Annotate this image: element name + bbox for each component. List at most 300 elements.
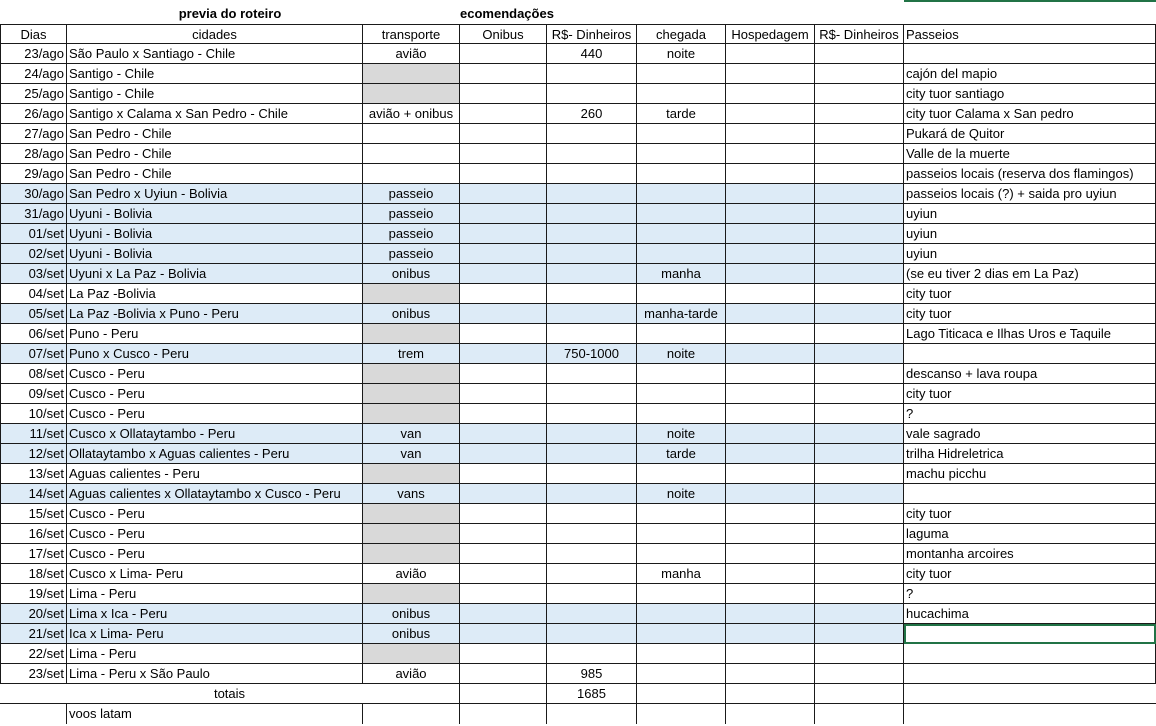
cell-chegada[interactable] [637,504,726,524]
header-cidade[interactable]: cidades [67,24,363,44]
cell-hospedagem[interactable] [726,624,815,644]
cell-passeio[interactable]: montanha arcoires [904,544,1156,564]
cell-dinheiro2[interactable] [815,604,904,624]
cell-passeio[interactable]: city tuor [904,304,1156,324]
cell-passeio[interactable]: machu picchu [904,464,1156,484]
cell-cidade[interactable]: Cusco x Ollataytambo - Peru [67,424,363,444]
cell-chegada[interactable] [637,204,726,224]
note-dinheiro2-cell[interactable] [815,704,904,724]
note-hosp-cell[interactable] [726,704,815,724]
cell-hospedagem[interactable] [726,664,815,684]
cell-dinheiro2[interactable] [815,284,904,304]
cell-dinheiro2[interactable] [815,584,904,604]
cell-dia[interactable]: 13/set [0,464,67,484]
cell-onibus[interactable] [460,544,547,564]
cell-onibus[interactable] [460,284,547,304]
cell-dia[interactable]: 26/ago [0,104,67,124]
cell-transporte[interactable] [363,464,460,484]
cell-transporte[interactable] [363,404,460,424]
cell-dinheiro[interactable] [547,464,637,484]
cell-chegada[interactable] [637,84,726,104]
cell-dinheiro[interactable] [547,564,637,584]
cell-dinheiro[interactable] [547,84,637,104]
cell-onibus[interactable] [460,664,547,684]
cell-onibus[interactable] [460,304,547,324]
cell-chegada[interactable]: manha [637,564,726,584]
cell-passeio[interactable]: Pukará de Quitor [904,124,1156,144]
cell-chegada[interactable] [637,364,726,384]
cell-dinheiro2[interactable] [815,544,904,564]
cell-dia[interactable]: 23/ago [0,44,67,64]
cell-hospedagem[interactable] [726,424,815,444]
cell-hospedagem[interactable] [726,244,815,264]
cell-dinheiro2[interactable] [815,304,904,324]
cell-dia[interactable]: 30/ago [0,184,67,204]
cell-onibus[interactable] [460,204,547,224]
header-hospedagem[interactable]: Hospedagem [726,24,815,44]
cell-hospedagem[interactable] [726,144,815,164]
cell-transporte[interactable] [363,124,460,144]
cell-hospedagem[interactable] [726,404,815,424]
cell-onibus[interactable] [460,424,547,444]
cell-hospedagem[interactable] [726,604,815,624]
cell-cidade[interactable]: San Pedro - Chile [67,124,363,144]
totals-passeio[interactable] [904,684,1156,704]
cell-onibus[interactable] [460,484,547,504]
cell-onibus[interactable] [460,224,547,244]
cell-dinheiro[interactable] [547,244,637,264]
note-blank-cell[interactable] [0,704,67,724]
cell-chegada[interactable] [637,544,726,564]
totals-label[interactable]: totais [0,684,460,704]
cell-transporte[interactable] [363,504,460,524]
cell-dinheiro[interactable] [547,644,637,664]
cell-onibus[interactable] [460,384,547,404]
cell-dia[interactable]: 05/set [0,304,67,324]
cell-dia[interactable]: 12/set [0,444,67,464]
cell-dinheiro2[interactable] [815,504,904,524]
cell-dia[interactable]: 14/set [0,484,67,504]
cell-cidade[interactable]: La Paz -Bolivia [67,284,363,304]
cell-transporte[interactable]: trem [363,344,460,364]
cell-onibus[interactable] [460,524,547,544]
cell-transporte[interactable] [363,284,460,304]
cell-dinheiro2[interactable] [815,564,904,584]
cell-dia[interactable]: 25/ago [0,84,67,104]
cell-dinheiro2[interactable] [815,444,904,464]
cell-dinheiro[interactable] [547,484,637,504]
cell-transporte[interactable]: onibus [363,304,460,324]
cell-chegada[interactable]: noite [637,344,726,364]
cell-dinheiro[interactable]: 440 [547,44,637,64]
cell-hospedagem[interactable] [726,504,815,524]
cell-chegada[interactable] [637,584,726,604]
cell-dia[interactable]: 28/ago [0,144,67,164]
cell-dia[interactable]: 06/set [0,324,67,344]
header-dinheiro2[interactable]: R$- Dinheiros [815,24,904,44]
cell-onibus[interactable] [460,364,547,384]
note-voos[interactable]: voos latam [67,704,363,724]
cell-transporte[interactable]: passeio [363,184,460,204]
cell-onibus[interactable] [460,104,547,124]
cell-transporte[interactable]: avião [363,44,460,64]
cell-hospedagem[interactable] [726,184,815,204]
cell-cidade[interactable]: Lima - Peru [67,584,363,604]
cell-passeio[interactable]: Lago Titicaca e Ilhas Uros e Taquile [904,324,1156,344]
cell-passeio[interactable]: passeios locais (reserva dos flamingos) [904,164,1156,184]
cell-cidade[interactable]: San Pedro x Uyiun - Bolivia [67,184,363,204]
cell-passeio[interactable]: (se eu tiver 2 dias em La Paz) [904,264,1156,284]
cell-dinheiro[interactable] [547,164,637,184]
cell-transporte[interactable]: onibus [363,624,460,644]
cell-onibus[interactable] [460,264,547,284]
cell-hospedagem[interactable] [726,84,815,104]
cell-chegada[interactable] [637,284,726,304]
cell-dia[interactable]: 22/set [0,644,67,664]
cell-passeio[interactable] [904,484,1156,504]
cell-dinheiro2[interactable] [815,84,904,104]
note-onibus-cell[interactable] [460,704,547,724]
cell-dinheiro[interactable] [547,624,637,644]
cell-cidade[interactable]: Cusco - Peru [67,384,363,404]
cell-dinheiro2[interactable] [815,484,904,504]
cell-dinheiro2[interactable] [815,64,904,84]
cell-cidade[interactable]: Cusco - Peru [67,524,363,544]
cell-hospedagem[interactable] [726,44,815,64]
cell-dinheiro[interactable] [547,404,637,424]
cell-dia[interactable]: 16/set [0,524,67,544]
cell-dia[interactable]: 08/set [0,364,67,384]
cell-dinheiro2[interactable] [815,124,904,144]
cell-chegada[interactable]: noite [637,484,726,504]
cell-passeio[interactable]: city tuor [904,284,1156,304]
cell-dia[interactable]: 01/set [0,224,67,244]
cell-dinheiro2[interactable] [815,644,904,664]
cell-onibus[interactable] [460,184,547,204]
cell-dia[interactable]: 10/set [0,404,67,424]
cell-hospedagem[interactable] [726,364,815,384]
cell-passeio[interactable]: city tuor [904,504,1156,524]
cell-passeio[interactable]: Valle de la muerte [904,144,1156,164]
cell-dinheiro[interactable] [547,224,637,244]
cell-passeio[interactable]: city tuor [904,384,1156,404]
cell-passeio[interactable]: hucachima [904,604,1156,624]
cell-onibus[interactable] [460,84,547,104]
cell-cidade[interactable]: San Pedro - Chile [67,164,363,184]
cell-transporte[interactable] [363,64,460,84]
cell-dinheiro2[interactable] [815,324,904,344]
cell-dia[interactable]: 19/set [0,584,67,604]
cell-dia[interactable]: 21/set [0,624,67,644]
cell-dia[interactable]: 07/set [0,344,67,364]
cell-dinheiro2[interactable] [815,44,904,64]
totals-hosp[interactable] [726,684,815,704]
cell-transporte[interactable]: passeio [363,244,460,264]
cell-cidade[interactable]: Uyuni - Bolivia [67,244,363,264]
cell-dia[interactable]: 29/ago [0,164,67,184]
cell-transporte[interactable] [363,364,460,384]
cell-onibus[interactable] [460,644,547,664]
cell-cidade[interactable]: San Pedro - Chile [67,144,363,164]
cell-dinheiro2[interactable] [815,524,904,544]
cell-cidade[interactable]: Cusco - Peru [67,404,363,424]
header-passeio[interactable]: Passeios [904,24,1156,44]
cell-hospedagem[interactable] [726,584,815,604]
cell-hospedagem[interactable] [726,324,815,344]
cell-dinheiro[interactable]: 750-1000 [547,344,637,364]
cell-chegada[interactable] [637,224,726,244]
cell-cidade[interactable]: Lima - Peru [67,644,363,664]
cell-chegada[interactable]: manha [637,264,726,284]
cell-transporte[interactable] [363,84,460,104]
cell-dinheiro2[interactable] [815,624,904,644]
cell-cidade[interactable]: Lima - Peru x São Paulo [67,664,363,684]
cell-dinheiro[interactable] [547,604,637,624]
cell-chegada[interactable] [637,184,726,204]
cell-transporte[interactable] [363,644,460,664]
cell-onibus[interactable] [460,64,547,84]
cell-dia[interactable]: 03/set [0,264,67,284]
cell-chegada[interactable] [637,464,726,484]
cell-hospedagem[interactable] [726,304,815,324]
cell-dia[interactable]: 15/set [0,504,67,524]
cell-dinheiro2[interactable] [815,244,904,264]
cell-dinheiro2[interactable] [815,164,904,184]
cell-passeio[interactable] [904,344,1156,364]
cell-cidade[interactable]: São Paulo x Santiago - Chile [67,44,363,64]
cell-passeio[interactable]: uyiun [904,224,1156,244]
cell-chegada[interactable]: noite [637,44,726,64]
cell-passeio[interactable]: passeios locais (?) + saida pro uyiun [904,184,1156,204]
cell-chegada[interactable] [637,624,726,644]
cell-cidade[interactable]: Cusco - Peru [67,364,363,384]
cell-onibus[interactable] [460,144,547,164]
cell-transporte[interactable] [363,324,460,344]
cell-passeio[interactable]: cajón del mapio [904,64,1156,84]
cell-dinheiro2[interactable] [815,404,904,424]
cell-dinheiro2[interactable] [815,664,904,684]
cell-cidade[interactable]: Cusco - Peru [67,544,363,564]
cell-dia[interactable]: 27/ago [0,124,67,144]
cell-dinheiro[interactable] [547,524,637,544]
cell-dinheiro[interactable] [547,204,637,224]
cell-passeio[interactable] [904,44,1156,64]
cell-hospedagem[interactable] [726,204,815,224]
cell-onibus[interactable] [460,624,547,644]
cell-dinheiro[interactable] [547,444,637,464]
cell-hospedagem[interactable] [726,444,815,464]
cell-cidade[interactable]: Santigo - Chile [67,84,363,104]
cell-transporte[interactable]: avião [363,564,460,584]
cell-chegada[interactable]: manha-tarde [637,304,726,324]
cell-passeio[interactable]: city tuor santiago [904,84,1156,104]
cell-transporte[interactable]: passeio [363,224,460,244]
cell-chegada[interactable] [637,664,726,684]
cell-dinheiro2[interactable] [815,364,904,384]
cell-dinheiro2[interactable] [815,144,904,164]
cell-dia[interactable]: 31/ago [0,204,67,224]
cell-cidade[interactable]: Ollataytambo x Aguas calientes - Peru [67,444,363,464]
cell-hospedagem[interactable] [726,164,815,184]
cell-chegada[interactable] [637,244,726,264]
cell-transporte[interactable]: avião [363,664,460,684]
cell-onibus[interactable] [460,404,547,424]
cell-dinheiro2[interactable] [815,204,904,224]
cell-dinheiro[interactable] [547,184,637,204]
cell-hospedagem[interactable] [726,384,815,404]
cell-onibus[interactable] [460,444,547,464]
cell-passeio[interactable] [904,624,1156,644]
cell-dia[interactable]: 18/set [0,564,67,584]
cell-cidade[interactable]: Puno - Peru [67,324,363,344]
cell-transporte[interactable]: onibus [363,604,460,624]
cell-hospedagem[interactable] [726,264,815,284]
cell-cidade[interactable]: Santigo - Chile [67,64,363,84]
cell-dia[interactable]: 09/set [0,384,67,404]
cell-dia[interactable]: 24/ago [0,64,67,84]
cell-passeio[interactable]: uyiun [904,244,1156,264]
cell-dinheiro2[interactable] [815,104,904,124]
cell-passeio[interactable]: descanso + lava roupa [904,364,1156,384]
cell-cidade[interactable]: Uyuni - Bolivia [67,204,363,224]
cell-cidade[interactable]: Aguas calientes x Ollataytambo x Cusco - Peru [67,484,363,504]
cell-dinheiro[interactable] [547,504,637,524]
header-dinheiro[interactable]: R$- Dinheiros [547,24,637,44]
title-recomendacoes[interactable]: ecomendações [460,6,554,21]
totals-dinheiro2[interactable] [815,684,904,704]
cell-chegada[interactable]: noite [637,424,726,444]
cell-passeio[interactable]: laguma [904,524,1156,544]
cell-cidade[interactable]: Puno x Cusco - Peru [67,344,363,364]
header-onibus[interactable]: Onibus [460,24,547,44]
cell-dinheiro2[interactable] [815,344,904,364]
cell-transporte[interactable] [363,384,460,404]
cell-chegada[interactable] [637,124,726,144]
cell-cidade[interactable]: La Paz -Bolivia x Puno - Peru [67,304,363,324]
cell-onibus[interactable] [460,44,547,64]
cell-passeio[interactable]: city tuor [904,564,1156,584]
cell-dinheiro[interactable]: 985 [547,664,637,684]
cell-hospedagem[interactable] [726,524,815,544]
cell-onibus[interactable] [460,124,547,144]
cell-hospedagem[interactable] [726,284,815,304]
cell-hospedagem[interactable] [726,644,815,664]
cell-hospedagem[interactable] [726,64,815,84]
cell-dia[interactable]: 04/set [0,284,67,304]
cell-cidade[interactable]: Santigo x Calama x San Pedro - Chile [67,104,363,124]
cell-hospedagem[interactable] [726,464,815,484]
title-previa[interactable]: previa do roteiro [178,6,282,21]
cell-onibus[interactable] [460,344,547,364]
cell-dinheiro2[interactable] [815,384,904,404]
cell-dinheiro[interactable] [547,124,637,144]
cell-cidade[interactable]: Cusco x Lima- Peru [67,564,363,584]
cell-onibus[interactable] [460,324,547,344]
cell-chegada[interactable] [637,164,726,184]
cell-dinheiro[interactable] [547,144,637,164]
cell-dinheiro2[interactable] [815,264,904,284]
cell-dinheiro2[interactable] [815,424,904,444]
cell-passeio[interactable] [904,644,1156,664]
cell-dia[interactable]: 23/set [0,664,67,684]
cell-dia[interactable]: 17/set [0,544,67,564]
header-dia[interactable]: Dias [0,24,67,44]
cell-hospedagem[interactable] [726,224,815,244]
cell-chegada[interactable] [637,604,726,624]
totals-dinheiro[interactable]: 1685 [547,684,637,704]
cell-transporte[interactable] [363,164,460,184]
cell-hospedagem[interactable] [726,104,815,124]
cell-chegada[interactable]: tarde [637,104,726,124]
cell-transporte[interactable]: passeio [363,204,460,224]
totals-chegada[interactable] [637,684,726,704]
cell-cidade[interactable]: Lima x Ica - Peru [67,604,363,624]
cell-passeio[interactable]: city tuor Calama x San pedro [904,104,1156,124]
cell-transporte[interactable] [363,144,460,164]
cell-chegada[interactable] [637,404,726,424]
cell-dinheiro[interactable] [547,284,637,304]
cell-cidade[interactable]: Uyuni - Bolivia [67,224,363,244]
cell-transporte[interactable]: avião + onibus [363,104,460,124]
cell-cidade[interactable]: Ica x Lima- Peru [67,624,363,644]
cell-onibus[interactable] [460,164,547,184]
cell-hospedagem[interactable] [726,344,815,364]
cell-transporte[interactable] [363,524,460,544]
cell-dinheiro[interactable] [547,544,637,564]
cell-onibus[interactable] [460,604,547,624]
cell-chegada[interactable] [637,644,726,664]
cell-transporte[interactable]: vans [363,484,460,504]
cell-passeio[interactable] [904,664,1156,684]
cell-cidade[interactable]: Aguas calientes - Peru [67,464,363,484]
note-chegada-cell[interactable] [637,704,726,724]
cell-dinheiro[interactable] [547,424,637,444]
cell-onibus[interactable] [460,244,547,264]
cell-dinheiro[interactable] [547,64,637,84]
cell-dinheiro2[interactable] [815,224,904,244]
cell-dinheiro[interactable] [547,264,637,284]
cell-hospedagem[interactable] [726,564,815,584]
cell-hospedagem[interactable] [726,484,815,504]
cell-dinheiro[interactable] [547,364,637,384]
cell-cidade[interactable]: Uyuni x La Paz - Bolivia [67,264,363,284]
cell-dia[interactable]: 20/set [0,604,67,624]
cell-dia[interactable]: 02/set [0,244,67,264]
cell-transporte[interactable]: onibus [363,264,460,284]
cell-chegada[interactable] [637,324,726,344]
cell-cidade[interactable]: Cusco - Peru [67,504,363,524]
cell-dinheiro2[interactable] [815,184,904,204]
totals-onibus[interactable] [460,684,547,704]
cell-dia[interactable]: 11/set [0,424,67,444]
cell-dinheiro[interactable] [547,304,637,324]
cell-transporte[interactable]: van [363,424,460,444]
cell-onibus[interactable] [460,464,547,484]
cell-transporte[interactable]: van [363,444,460,464]
cell-dinheiro[interactable] [547,584,637,604]
header-transporte[interactable]: transporte [363,24,460,44]
cell-chegada[interactable] [637,144,726,164]
cell-passeio[interactable]: ? [904,404,1156,424]
cell-chegada[interactable]: tarde [637,444,726,464]
cell-dinheiro[interactable] [547,384,637,404]
cell-hospedagem[interactable] [726,544,815,564]
cell-transporte[interactable] [363,584,460,604]
cell-chegada[interactable] [637,384,726,404]
cell-onibus[interactable] [460,504,547,524]
cell-hospedagem[interactable] [726,124,815,144]
cell-dinheiro[interactable] [547,324,637,344]
